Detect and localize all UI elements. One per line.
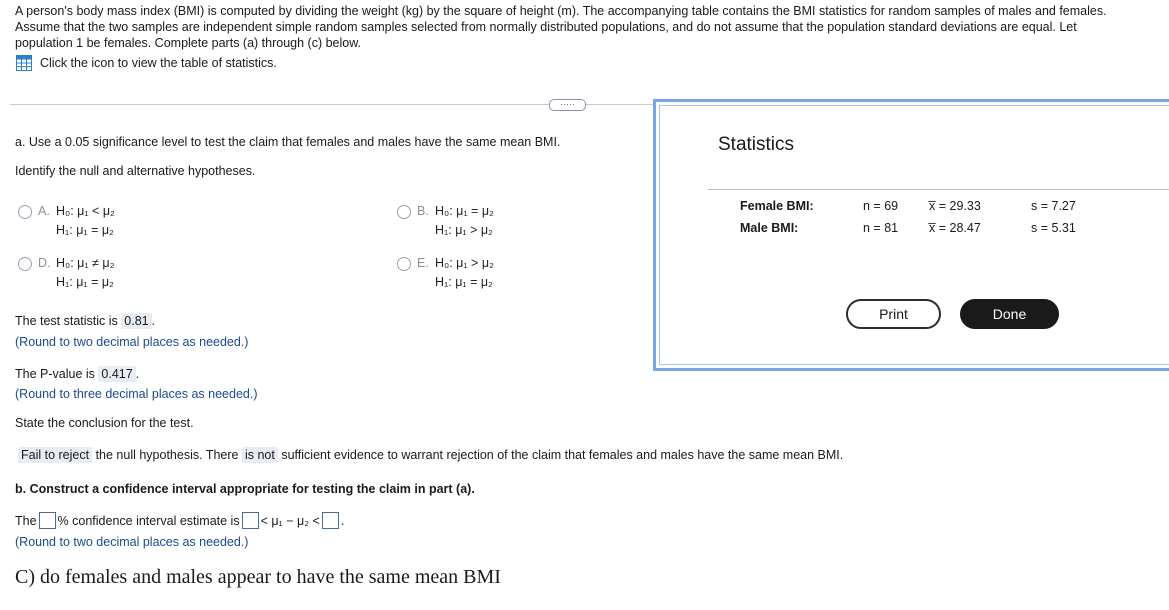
conclusion-mid-text: the null hypothesis. There	[95, 448, 239, 462]
option-b[interactable]	[397, 204, 494, 240]
stats-female-label: Female BMI:	[740, 199, 814, 213]
stats-male-xbar: x̅ = 28.47	[929, 221, 981, 235]
test-statistic-answer[interactable]: 0.81	[121, 313, 151, 329]
option-b-radio[interactable]	[397, 205, 411, 219]
identify-hypotheses: Identify the null and alternative hypotheses.	[15, 164, 256, 178]
part-a-prompt: a. Use a 0.05 significance level to test the claim that females and males have the same mean BMI.	[15, 135, 561, 149]
option-a-h0: H₀: μ₁ < μ₂	[56, 204, 115, 218]
done-button[interactable]: Done	[960, 299, 1059, 329]
option-d[interactable]	[18, 256, 114, 292]
option-a[interactable]	[18, 204, 115, 240]
ci-level-input[interactable]	[39, 512, 56, 529]
ci-the: The	[15, 513, 37, 528]
option-a-radio[interactable]	[18, 205, 32, 219]
option-d-h1: H₁: μ₁ = μ₂	[56, 275, 114, 289]
option-e-h0: H₀: μ₁ > μ₂	[435, 256, 494, 270]
stats-male-s: s = 5.31	[1031, 221, 1076, 235]
conclusion-evidence-dropdown[interactable]: is not	[242, 447, 278, 463]
test-statistic-period: .	[151, 314, 156, 328]
option-b-h0: H₀: μ₁ = μ₂	[435, 204, 494, 218]
test-statistic-line	[15, 314, 155, 328]
conclusion-end-text: sufficient evidence to warrant rejection of the claim that females and males have the same mean BMI.	[281, 448, 844, 462]
ci-line	[15, 512, 344, 529]
option-a-h1: H₁: μ₁ = μ₂	[56, 223, 114, 237]
print-button[interactable]: Print	[846, 299, 941, 329]
option-d-h0: H₀: μ₁ ≠ μ₂	[56, 256, 115, 270]
conclusion-line	[18, 448, 843, 462]
stats-male-label: Male BMI:	[740, 221, 799, 235]
stats-male-n: n = 81	[863, 221, 899, 235]
test-statistic-label: The test statistic is	[15, 314, 118, 328]
conclusion-prompt: State the conclusion for the test.	[15, 416, 194, 430]
intro-line-3: population 1 be females. Complete parts (a) through (c) below.	[15, 36, 362, 50]
ci-period: .	[340, 513, 345, 528]
option-b-letter: B.	[417, 204, 429, 218]
table-grid-icon	[16, 55, 32, 71]
view-table-link-text[interactable]: Click the icon to view the table of statistics.	[40, 56, 277, 70]
conclusion-decision-dropdown[interactable]: Fail to reject	[18, 447, 92, 463]
option-d-letter: D.	[38, 256, 51, 270]
stats-female-xbar: x̅ = 29.33	[929, 199, 981, 213]
option-e-h1: H₁: μ₁ = μ₂	[435, 275, 493, 289]
stats-female-n: n = 69	[863, 199, 899, 213]
part-b-prompt: b. Construct a confidence interval appropriate for testing the claim in part (a).	[15, 482, 475, 496]
option-d-radio[interactable]	[18, 257, 32, 271]
expand-ellipsis-button[interactable]: ·····	[549, 99, 586, 111]
ci-rounding: (Round to two decimal places as needed.)	[15, 535, 249, 549]
stats-row-male	[708, 221, 1169, 239]
view-table-link[interactable]	[16, 55, 277, 71]
stats-female-s: s = 7.27	[1031, 199, 1076, 213]
pvalue-line	[15, 367, 139, 381]
pvalue-label: The P-value is	[15, 367, 95, 381]
ci-lower-input[interactable]	[242, 512, 259, 529]
option-e-letter: E.	[417, 256, 429, 270]
test-statistic-rounding: (Round to two decimal places as needed.)	[15, 335, 249, 349]
problem-intro	[15, 3, 1163, 51]
pvalue-rounding: (Round to three decimal places as needed.)	[15, 387, 258, 401]
part-c-question: C) do females and males appear to have the same mean BMI	[15, 566, 501, 588]
statistics-table	[708, 189, 1169, 235]
ci-inequality: < μ₁ − μ₂ <	[260, 513, 320, 528]
intro-line-2: Assume that the two samples are independent simple random samples selected from normally distributed populations, and do not assume that the population standard deviations are equal. Let	[15, 20, 1077, 34]
stats-row-female	[708, 199, 1169, 217]
ci-text: % confidence interval estimate is	[57, 513, 240, 528]
option-a-letter: A.	[38, 204, 50, 218]
pvalue-answer[interactable]: 0.417	[98, 366, 135, 382]
statistics-title: Statistics	[718, 134, 795, 155]
option-e-radio[interactable]	[397, 257, 411, 271]
ci-upper-input[interactable]	[322, 512, 339, 529]
pvalue-period: .	[135, 367, 140, 381]
option-e[interactable]	[397, 256, 494, 292]
intro-line-1: A person's body mass index (BMI) is computed by dividing the weight (kg) by the square of height (m). The accompanying table contains the BMI statistics for random samples of males and females.	[15, 4, 1107, 18]
option-b-h1: H₁: μ₁ > μ₂	[435, 223, 493, 237]
